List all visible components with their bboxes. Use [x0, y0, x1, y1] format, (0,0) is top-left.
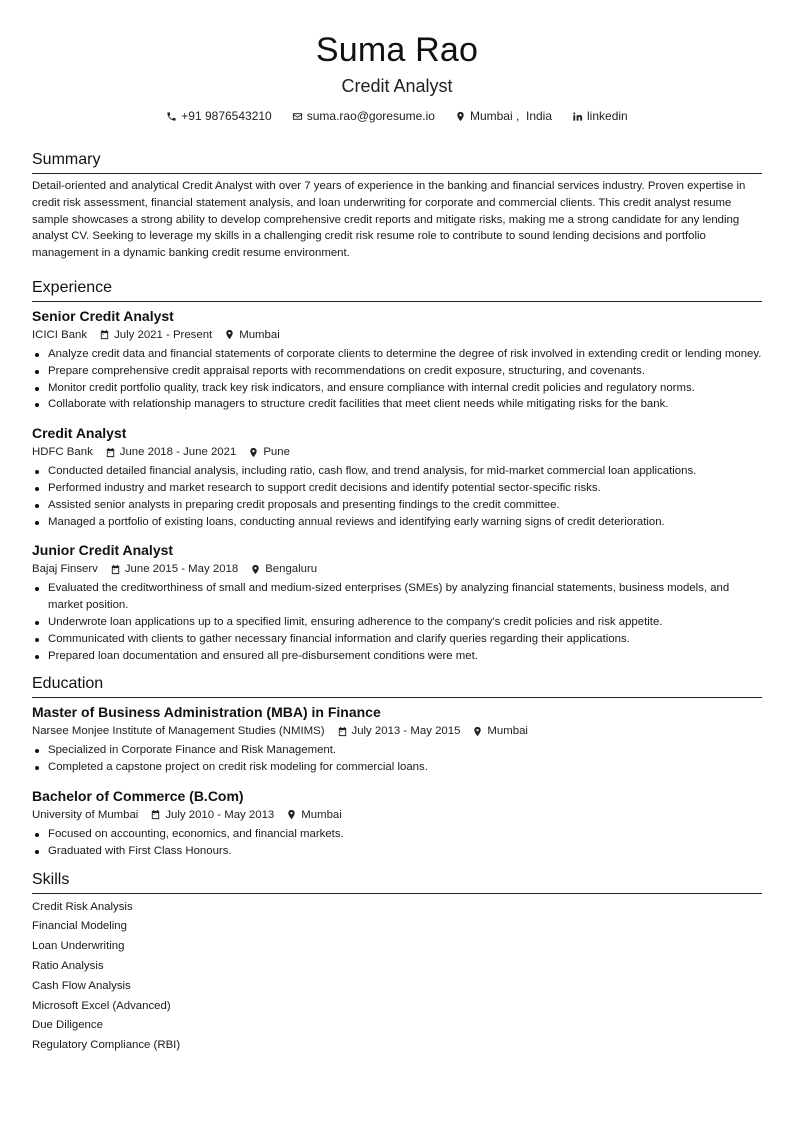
contact-bar — [0, 107, 794, 125]
education-section — [32, 674, 762, 859]
list-item: Analyze credit data and financial statements of corporate clients to determine the degree of risk involved in extending credit or lending money. — [32, 346, 762, 363]
education-location-text: Mumbai — [301, 808, 342, 821]
experience-section — [32, 278, 762, 664]
job-dates — [110, 563, 238, 575]
job-location-text: Bengaluru — [265, 563, 318, 576]
job-dates — [99, 329, 212, 341]
section-title-experience: Experience — [32, 278, 762, 302]
skill-item: Cash Flow Analysis — [32, 979, 131, 992]
email-text: suma.rao@goresume.io — [306, 109, 435, 123]
job-dates-text: June 2015 - May 2018 — [124, 563, 239, 576]
linkedin-text: linkedin — [587, 109, 628, 123]
list-item: Prepared loan documentation and ensured all pre-disbursement conditions were met. — [32, 648, 762, 665]
education-location — [286, 809, 342, 821]
contact-email[interactable] — [292, 109, 435, 123]
list-item: Collaborate with relationship managers to structure credit facilities that meet client needs while mitigating risks for the bank. — [32, 396, 762, 413]
resume-header — [0, 0, 794, 125]
job-location-text: Mumbai — [239, 328, 280, 341]
contact-linkedin[interactable] — [572, 109, 628, 123]
list-item: Prepare comprehensive credit appraisal reports with recommendations on credit exposure, structuring, and covenants. — [32, 363, 762, 380]
experience-entry — [32, 423, 762, 530]
skills-section — [32, 870, 762, 1056]
list-item: Evaluated the creditworthiness of small and medium-sized enterprises (SMEs) by analyzing financial statements, business models, and market position. — [32, 580, 762, 614]
list-item: Managed a portfolio of existing loans, conducting annual reviews and identifying early warning signs of credit deterioration. — [32, 514, 762, 531]
location-pin-icon — [286, 809, 297, 820]
education-dates — [150, 809, 274, 821]
contact-location — [455, 109, 552, 123]
skill-item: Microsoft Excel (Advanced) — [32, 999, 171, 1012]
job-bullets — [32, 346, 762, 413]
contact-phone[interactable] — [166, 109, 271, 123]
summary-section — [32, 150, 762, 262]
education-meta — [32, 722, 762, 740]
job-location — [248, 446, 290, 458]
skills-list — [32, 898, 762, 1056]
calendar-icon — [150, 809, 161, 820]
job-bullets — [32, 580, 762, 664]
job-title: Junior Credit Analyst — [32, 542, 174, 559]
list-item: Specialized in Corporate Finance and Risk Management. — [32, 742, 762, 759]
education-entry — [32, 786, 762, 860]
linkedin-icon — [572, 111, 583, 122]
list-item: Monitor credit portfolio quality, track key risk indicators, and ensure compliance with internal credit policies and regulatory norms. — [32, 380, 762, 397]
job-location — [224, 329, 280, 341]
skill-item: Financial Modeling — [32, 920, 127, 933]
school-name: University of Mumbai — [32, 808, 139, 821]
education-dates — [337, 725, 461, 737]
education-meta — [32, 806, 762, 824]
location-pin-icon — [248, 447, 259, 458]
list-item: Graduated with First Class Honours. — [32, 843, 762, 860]
phone-icon — [166, 111, 177, 122]
location-pin-icon — [250, 564, 261, 575]
education-location-text: Mumbai — [487, 725, 528, 738]
list-item: Conducted detailed financial analysis, including ratio, cash flow, and trend analysis, for mid-market commercial loan applications. — [32, 463, 762, 480]
job-dates-text: July 2021 - Present — [114, 328, 213, 341]
calendar-icon — [99, 329, 110, 340]
location-pin-icon — [455, 111, 466, 122]
skill-item: Due Diligence — [32, 1019, 103, 1032]
education-dates-text: July 2010 - May 2013 — [165, 808, 275, 821]
education-location — [472, 725, 528, 737]
skill-item: Credit Risk Analysis — [32, 900, 133, 913]
candidate-name: Suma Rao — [315, 31, 479, 69]
location-pin-icon — [224, 329, 235, 340]
job-meta — [32, 326, 762, 344]
candidate-role: Credit Analyst — [341, 76, 453, 96]
calendar-icon — [105, 447, 116, 458]
education-bullets — [32, 826, 762, 860]
job-location — [250, 563, 317, 575]
school-name: Narsee Monjee Institute of Management Studies (NMIMS) — [32, 725, 325, 738]
resume-body — [32, 150, 762, 1064]
company-name: HDFC Bank — [32, 446, 93, 459]
experience-entry — [32, 306, 762, 413]
job-bullets — [32, 463, 762, 530]
education-dates-text: July 2013 - May 2015 — [351, 725, 461, 738]
section-title-education: Education — [32, 674, 762, 698]
job-title: Senior Credit Analyst — [32, 307, 174, 324]
skill-item: Regulatory Compliance (RBI) — [32, 1039, 181, 1052]
mail-icon — [292, 111, 303, 122]
summary-text: Detail-oriented and analytical Credit Analyst with over 7 years of experience in the banking and financial services industry. Proven expertise in credit risk assessment, financial statement analysis, and loan underwriting for corporate and commercial clients. This credit analyst resume sample showcases a strong ability to develop comprehensive credit reports and mitigate risks, making me a strong candidate for any lending analyst CV. Seeking to leverage my skills in a challenging credit risk resume role to contribute to sound lending decisions and portfolio management in a dynamic banking credit resume environment. — [32, 180, 746, 260]
job-title: Credit Analyst — [32, 425, 127, 442]
education-bullets — [32, 742, 762, 776]
job-meta — [32, 443, 762, 461]
list-item: Communicated with clients to gather necessary financial information and clarify queries regarding their applications. — [32, 631, 762, 648]
list-item: Performed industry and market research to support credit decisions and identify potential sector-specific risks. — [32, 480, 762, 497]
degree-title: Bachelor of Commerce (B.Com) — [32, 787, 244, 804]
degree-title: Master of Business Administration (MBA) in Finance — [32, 704, 381, 721]
phone-text: +91 9876543210 — [181, 109, 272, 123]
list-item: Assisted senior analysts in preparing credit proposals and presenting findings to the credit committee. — [32, 497, 762, 514]
section-title-skills: Skills — [32, 870, 762, 894]
location-pin-icon — [472, 726, 483, 737]
company-name: ICICI Bank — [32, 328, 88, 341]
job-meta — [32, 560, 762, 578]
job-location-text: Pune — [263, 446, 290, 459]
company-name: Bajaj Finserv — [32, 563, 98, 576]
job-dates-text: June 2018 - June 2021 — [119, 446, 237, 459]
list-item: Focused on accounting, economics, and financial markets. — [32, 826, 762, 843]
list-item: Completed a capstone project on credit risk modeling for commercial loans. — [32, 759, 762, 776]
list-item: Underwrote loan applications up to a specified limit, ensuring adherence to the company's credit policies and risk appetite. — [32, 614, 762, 631]
experience-entry — [32, 540, 762, 664]
section-title-summary: Summary — [32, 150, 762, 174]
skill-item: Loan Underwriting — [32, 940, 125, 953]
calendar-icon — [110, 564, 121, 575]
calendar-icon — [337, 726, 348, 737]
location-text: Mumbai , India — [469, 109, 553, 123]
job-dates — [105, 446, 237, 458]
skill-item: Ratio Analysis — [32, 959, 104, 972]
education-entry — [32, 702, 762, 776]
